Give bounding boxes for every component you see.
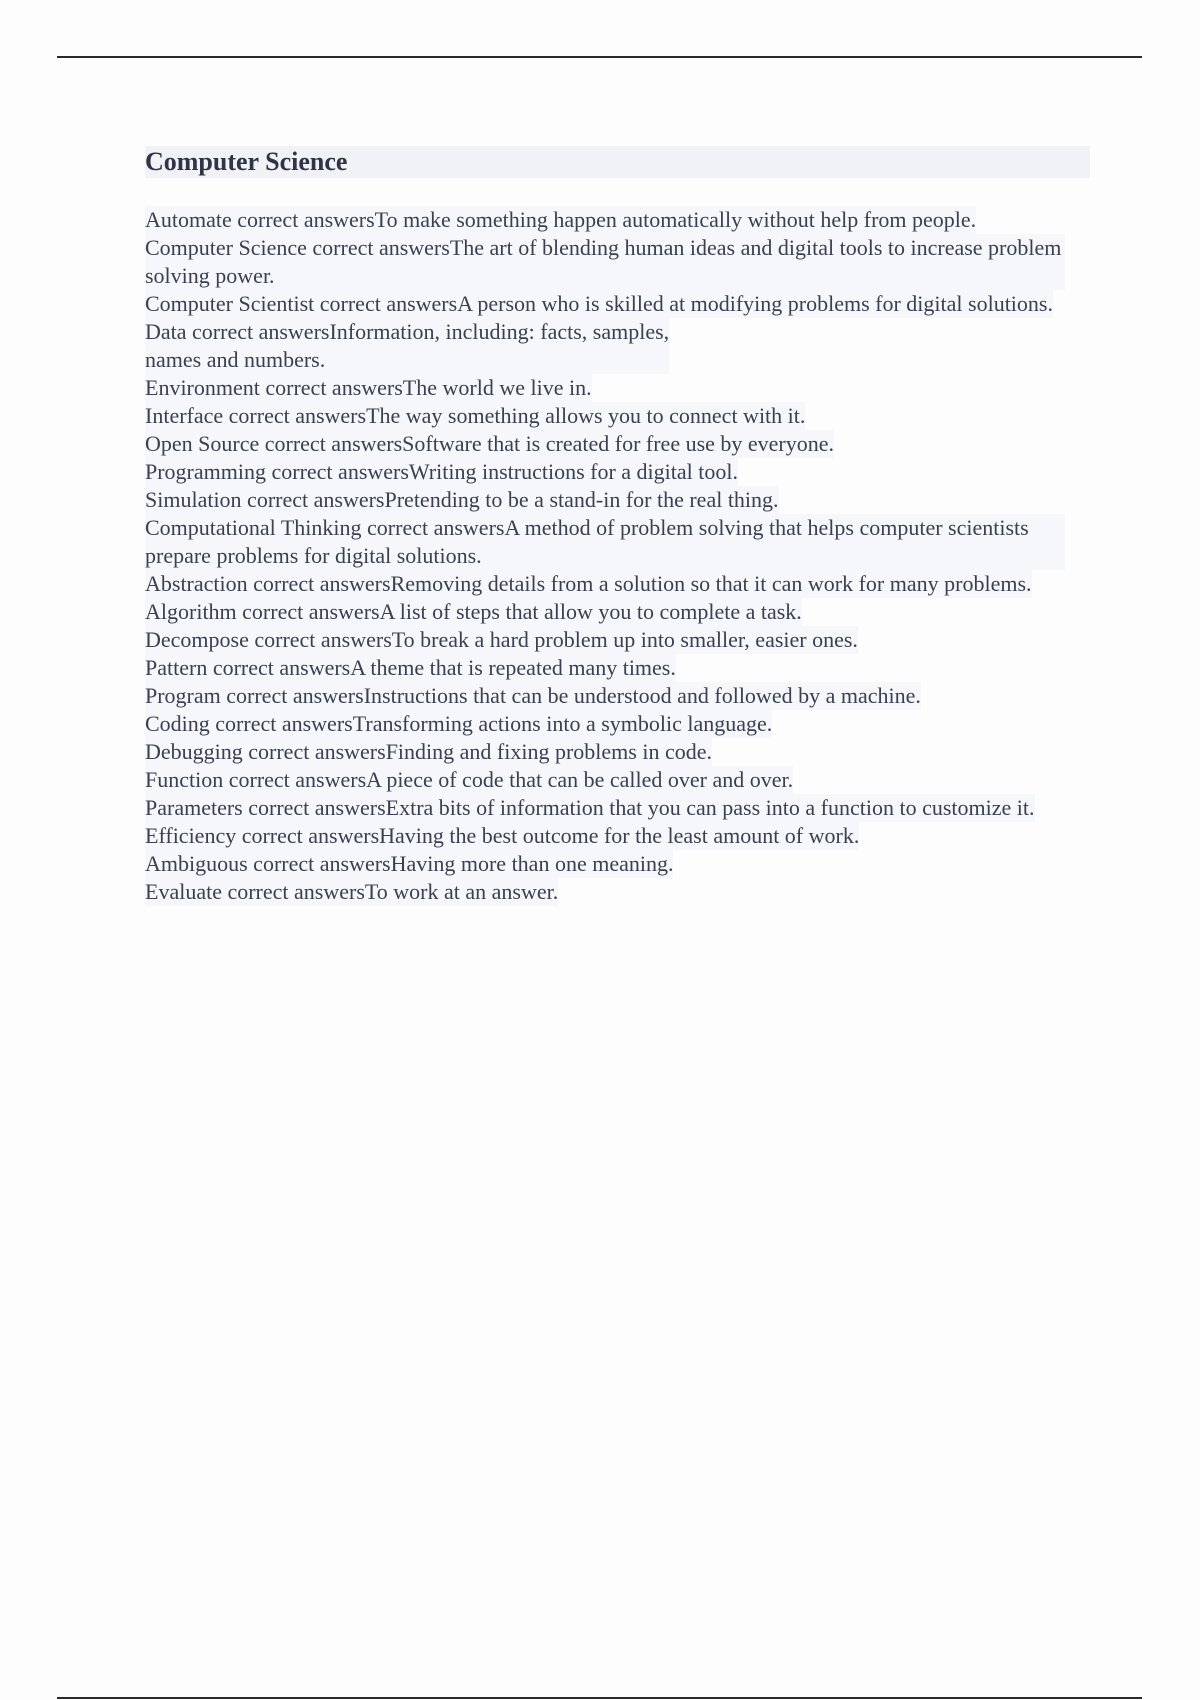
definition-entry: Interface correct answersThe way something allows you to connect with it. — [145, 403, 806, 428]
title-band — [145, 146, 1090, 178]
definition-entry: Computer Science correct answersThe art of blending human ideas and digital tools to increase problem solving power. — [145, 234, 1065, 290]
definition-entry: Programming correct answersWriting instructions for a digital tool. — [145, 459, 738, 484]
definition-entry: Data correct answersInformation, including: facts, samples, names and numbers. — [145, 319, 670, 372]
document-body — [145, 146, 1090, 906]
definition-entry: Parameters correct answersExtra bits of information that you can pass into a function to customize it. — [145, 795, 1035, 820]
definition-entry: Evaluate correct answersTo work at an answer. — [145, 879, 559, 904]
definition-entry: Computational Thinking correct answersA method of problem solving that helps computer scientists prepare problems for digital solutions. — [145, 514, 1065, 570]
definition-entry: Efficiency correct answersHaving the best outcome for the least amount of work. — [145, 823, 860, 848]
footer-rule — [57, 1697, 1142, 1699]
definition-entry: Open Source correct answersSoftware that is created for free use by everyone. — [145, 431, 835, 456]
definition-entry: Function correct answersA piece of code that can be called over and over. — [145, 767, 794, 792]
definition-entry: Simulation correct answersPretending to be a stand-in for the real thing. — [145, 487, 779, 512]
definition-entry: Abstraction correct answersRemoving details from a solution so that it can work for many problems. — [145, 571, 1032, 596]
definition-entry: Computer Scientist correct answersA person who is skilled at modifying problems for digital solutions. — [145, 291, 1053, 316]
definition-list — [145, 206, 1090, 906]
header-rule — [57, 56, 1142, 58]
definition-entry: Program correct answersInstructions that can be understood and followed by a machine. — [145, 683, 921, 708]
document-title: Computer Science — [145, 147, 348, 176]
definition-entry: Pattern correct answersA theme that is repeated many times. — [145, 655, 676, 680]
definition-entry: Decompose correct answersTo break a hard problem up into smaller, easier ones. — [145, 627, 858, 652]
definition-entry: Algorithm correct answersA list of steps that allow you to complete a task. — [145, 599, 802, 624]
definition-entry: Coding correct answersTransforming actions into a symbolic language. — [145, 711, 773, 736]
definition-entry: Environment correct answersThe world we live in. — [145, 375, 592, 400]
definition-entry: Automate correct answersTo make something happen automatically without help from people. — [145, 207, 977, 232]
definition-entry: Ambiguous correct answersHaving more than one meaning. — [145, 851, 674, 876]
definition-entry: Debugging correct answersFinding and fixing problems in code. — [145, 739, 712, 764]
